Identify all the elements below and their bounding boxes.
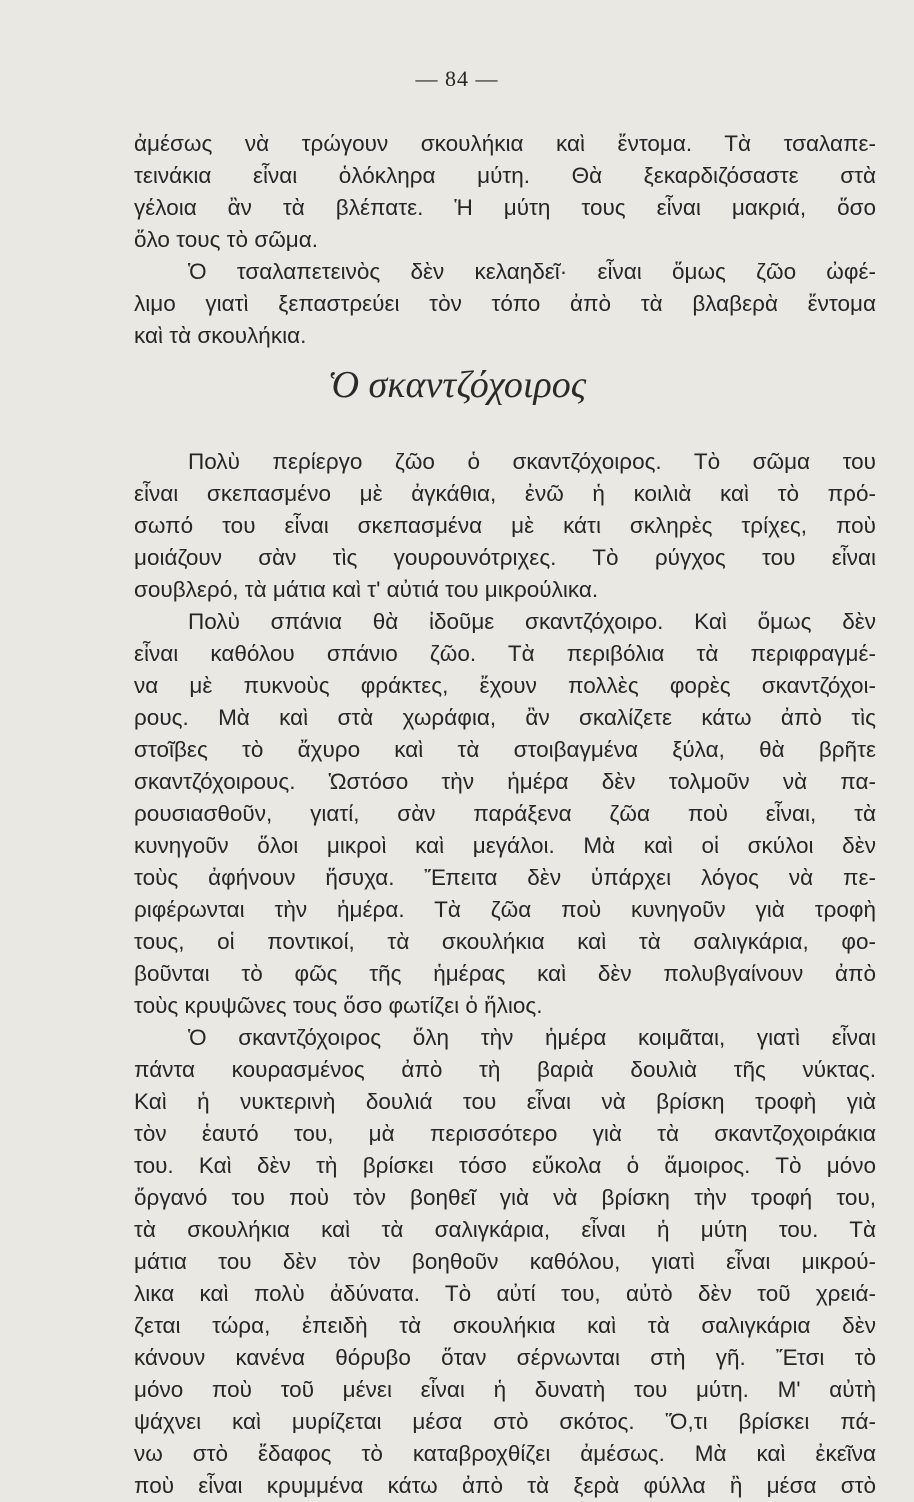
text-line: Καὶ ἡ νυκτερινὴ δουλιά του εἶναι νὰ βρίσκη τροφὴ γιὰ — [134, 1089, 876, 1114]
text-line: ποὺ εἶναι κρυμμένα κάτω ἀπὸ τὰ ξερὰ φύλλα ἢ μέσα στὸ — [134, 1473, 876, 1498]
text-line: λιμο γιατὶ ξεπαστρεύει τὸν τόπο ἀπὸ τὰ βλαβερὰ ἔντομα — [134, 291, 876, 316]
text-line: ρουσιασθοῦν, γιατί, σὰν παράξενα ζῶα ποὺ εἶναι, τὰ — [134, 801, 876, 826]
section-heading: Ὁ σκαντζόχοιρος — [327, 364, 587, 406]
text-line: Ὁ σκαντζόχοιρος ὅλη τὴν ἡμέρα κοιμᾶται, γιατὶ εἶναι — [188, 1025, 876, 1050]
text-line: Πολὺ περίεργο ζῶο ὁ σκαντζόχοιρος. Τὸ σῶμα του — [188, 449, 876, 474]
text-line: Ὁ τσαλαπετεινὸς δὲν κελαηδεῖ· εἶναι ὅμως ζῶο ὠφέ- — [188, 259, 876, 284]
text-line: ἀμέσως νὰ τρώγουν σκουλήκια καὶ ἔντομα. Τὰ τσαλαπε- — [134, 131, 876, 156]
text-line: τὸν ἑαυτό του, μὰ περισσότερο γιὰ τὰ σκαντζοχοιράκια — [134, 1121, 876, 1146]
text-line: τοὺς ἀφήνουν ἥσυχα. Ἔπειτα δὲν ὑπάρχει λόγος νὰ πε- — [134, 865, 876, 890]
text-line: σουβλερό, τὰ μάτια καὶ τ' αὐτιά του μικρούλικα. — [134, 577, 599, 602]
text-line: μάτια του δὲν τὸν βοηθοῦν καθόλου, γιατὶ εἶναι μικρού- — [134, 1249, 876, 1274]
text-line: ριφέρωνται τὴν ἡμέρα. Τὰ ζῶα ποὺ κυνηγοῦν γιὰ τροφὴ — [134, 897, 876, 922]
text-line: κυνηγοῦν ὅλοι μικροὶ καὶ μεγάλοι. Μὰ καὶ οἱ σκύλοι δὲν — [134, 833, 876, 858]
page-number: — 84 — — [415, 66, 499, 91]
text-line: μόνο ποὺ τοῦ μένει εἶναι ἡ δυνατὴ του μύτη. Μ' αὐτὴ — [134, 1377, 876, 1402]
text-line: πάντα κουρασμένος ἀπὸ τὴ βαριὰ δουλιὰ τῆς νύκτας. — [134, 1057, 876, 1082]
text-line: εἶναι σκεπασμένο μὲ ἀγκάθια, ἐνῶ ἡ κοιλιὰ καὶ τὸ πρό- — [134, 481, 876, 506]
text-line: να μὲ πυκνοὺς φράκτες, ἔχουν πολλὲς φορὲς σκαντζόχοι- — [134, 673, 876, 698]
text-line: κάνουν κανένα θόρυβο ὅταν σέρνωνται στὴ γῆ. Ἔτσι τὸ — [134, 1345, 876, 1370]
text-line: ὅλο τους τὸ σῶμα. — [134, 227, 318, 252]
text-line: τεινάκια εἶναι ὁλόκληρα μύτη. Θὰ ξεκαρδιζόσαστε στὰ — [134, 163, 876, 188]
text-line: βοῦνται τὸ φῶς τῆς ἡμέρας καὶ δὲν πολυβγαίνουν ἀπὸ — [134, 961, 876, 986]
text-line: μοιάζουν σὰν τὶς γουρουνότριχες. Τὸ ρύγχος του εἶναι — [134, 545, 876, 570]
paragraph-block-2 — [134, 446, 876, 1502]
text-line: ρους. Μὰ καὶ στὰ χωράφια, ἂν σκαλίζετε κάτω ἀπὸ τὶς — [134, 705, 876, 730]
text-line: ψάχνει καὶ μυρίζεται μέσα στὸ σκότος. Ὅ,τι βρίσκει πά- — [134, 1409, 876, 1434]
text-line: λικα καὶ πολὺ ἀδύνατα. Τὸ αὐτί του, αὐτὸ δὲν τοῦ χρειά- — [134, 1281, 876, 1306]
text-line: γέλοια ἂν τὰ βλέπατε. Ἡ μύτη τους εἶναι μακριά, ὅσο — [134, 195, 876, 220]
text-line: τὰ σκουλήκια καὶ τὰ σαλιγκάρια, εἶναι ἡ μύτη του. Τὰ — [134, 1217, 876, 1242]
text-line: εἶναι καθόλου σπάνιο ζῶο. Τὰ περιβόλια τὰ περιφραγμέ- — [134, 641, 876, 666]
text-line: ὄργανό του ποὺ τὸν βοηθεῖ γιὰ νὰ βρίσκη τὴν τροφή του, — [134, 1185, 876, 1210]
text-line: στοῖβες τὸ ἄχυρο καὶ τὰ στοιβαγμένα ξύλα, θὰ βρῆτε — [134, 737, 876, 762]
text-line: τοὺς κρυψῶνες τους ὅσο φωτίζει ὁ ἥλιος. — [134, 993, 543, 1018]
text-line: σκαντζόχοιρους. Ὡστόσο τὴν ἡμέρα δὲν τολμοῦν νὰ πα- — [134, 769, 876, 794]
text-line: καὶ τὰ σκουλήκια. — [134, 323, 307, 348]
text-line: σωπό του εἶναι σκεπασμένα μὲ κάτι σκληρὲς τρίχες, ποὺ — [134, 513, 876, 538]
text-line: νω στὸ ἔδαφος τὸ καταβροχθίζει ἀμέσως. Μὰ καὶ ἐκεῖνα — [134, 1441, 876, 1466]
text-line: τους, οἱ ποντικοί, τὰ σκουλήκια καὶ τὰ σαλιγκάρια, φο- — [134, 929, 876, 954]
paragraph-block-1 — [134, 128, 876, 352]
text-line: ζεται τώρα, ἐπειδὴ τὰ σκουλήκια καὶ τὰ σαλιγκάρια δὲν — [134, 1313, 876, 1338]
text-line: του. Καὶ δὲν τὴ βρίσκει τόσο εὔκολα ὁ ἄμοιρος. Τὸ μόνο — [134, 1153, 876, 1178]
text-line: Πολὺ σπάνια θὰ ἰδοῦμε σκαντζόχοιρο. Καὶ ὅμως δὲν — [188, 609, 876, 634]
